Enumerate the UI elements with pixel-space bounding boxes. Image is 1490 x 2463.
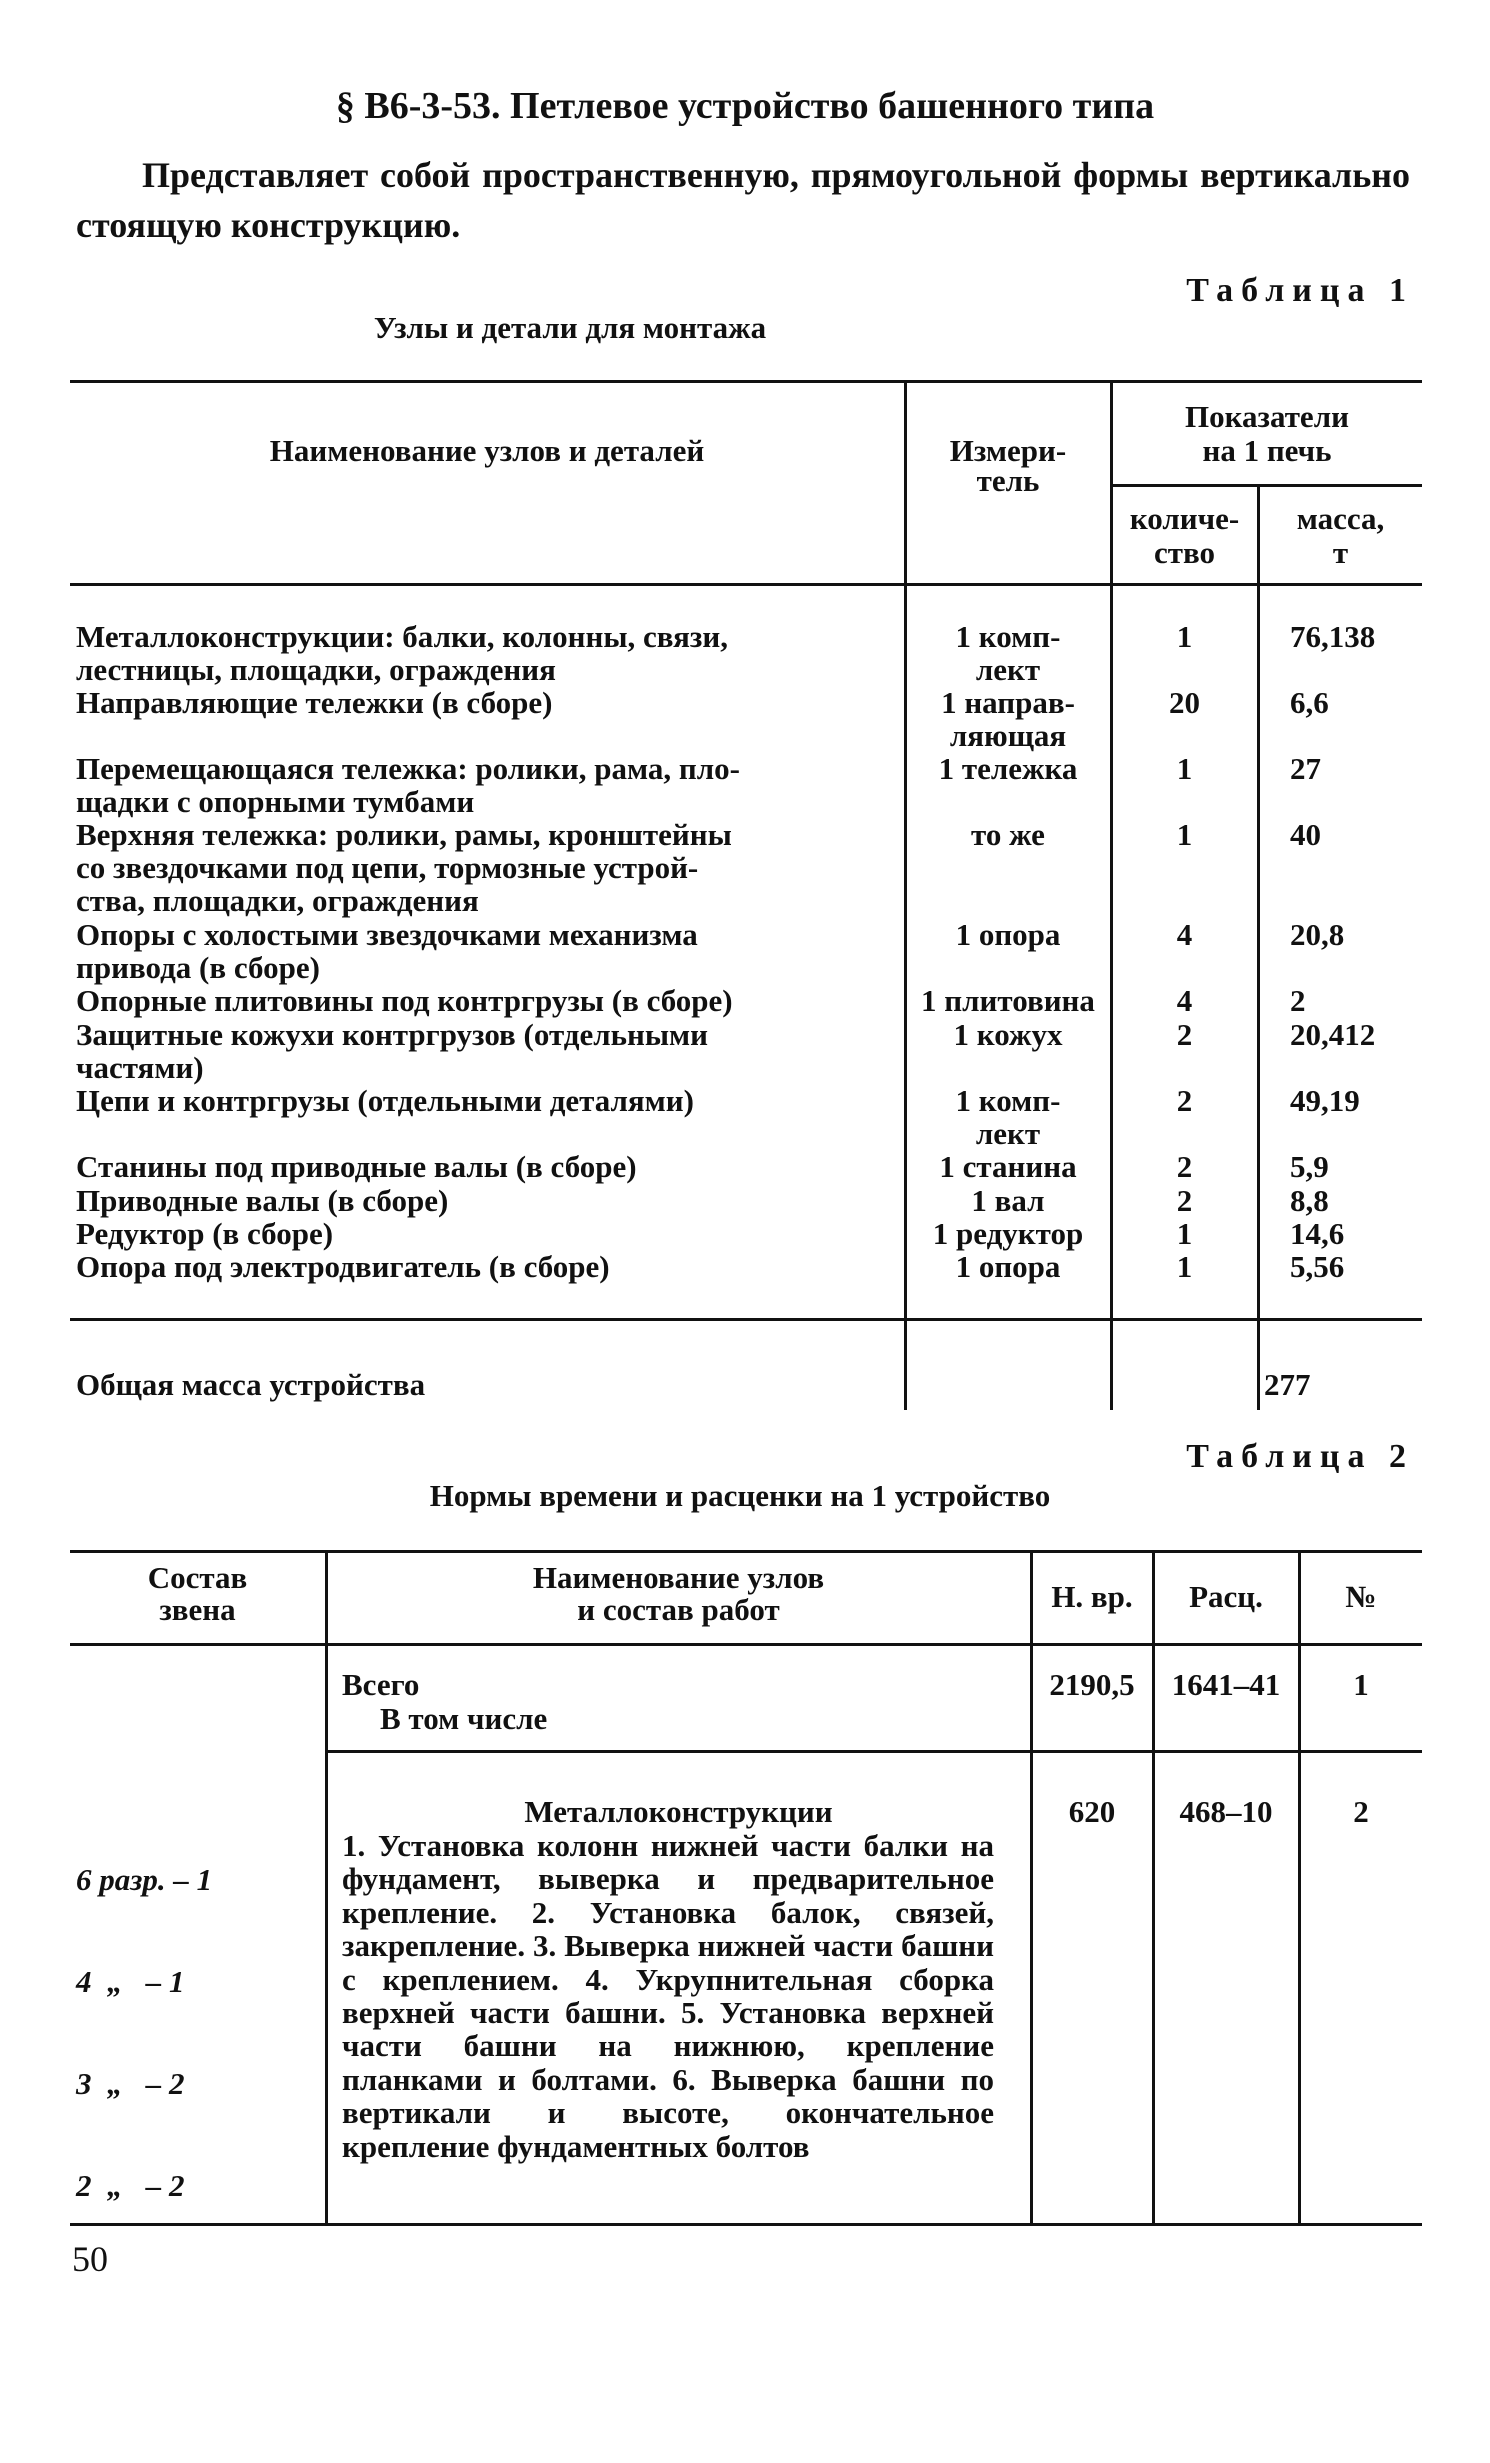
- table1-row-name: Станины под приводные валы (в сборе): [76, 1149, 637, 1184]
- table1-header-rule: [1112, 484, 1422, 487]
- table2-row1-num: 1: [1353, 1667, 1369, 1702]
- table1-header-mass: масса, т: [1296, 501, 1385, 570]
- table2-row2-price: 468–10: [1179, 1794, 1273, 1829]
- table2-header-num: №: [1345, 1579, 1377, 1614]
- table1-row-mass: 40: [1290, 817, 1321, 852]
- table1-row-unit: 1 редуктор: [932, 1216, 1084, 1251]
- table2-row2-heading: Металлоконструкции: [524, 1794, 833, 1829]
- table1-row-name: Верхняя тележка: ролики, рамы, кронштейны со звездочками под цепи, тормозные устрой- ства, площадки, ограждения: [76, 817, 732, 918]
- table1-vrule-3: [1257, 484, 1260, 1410]
- table1-row-mass: 76,138: [1290, 619, 1376, 654]
- table1-row-mass: 20,8: [1290, 917, 1345, 952]
- table1-total-rule: [70, 1318, 1422, 1321]
- table1-row-mass: 8,8: [1290, 1183, 1329, 1218]
- table1-row-unit: то же: [971, 817, 1045, 852]
- table1-row-mass: 5,9: [1290, 1149, 1329, 1184]
- table1-row-name: Перемещающаяся тележка: ролики, рама, пло- щадки с опорными тумбами: [76, 751, 740, 819]
- table1-row-mass: 14,6: [1290, 1216, 1345, 1251]
- table2-row-rule: [325, 1750, 1422, 1753]
- table1-row-qty: 2: [1176, 1017, 1193, 1052]
- table2-row2-num: 2: [1353, 1794, 1369, 1829]
- table1-row-unit: 1 опора: [955, 917, 1061, 952]
- table1-row-name: Направляющие тележки (в сборе): [76, 685, 553, 720]
- intro-paragraph: [76, 150, 1410, 250]
- table1-row-unit: 1 комп- лект: [955, 1083, 1061, 1151]
- table1-row-name: Опоры с холостыми звездочками механизма привода (в сборе): [76, 917, 698, 985]
- table1-row-qty: 1: [1176, 817, 1193, 852]
- table1-row-mass: 49,19: [1290, 1083, 1360, 1118]
- table1-row-unit: 1 направ- ляющая: [941, 685, 1075, 753]
- table1-row-unit: 1 станина: [939, 1149, 1077, 1184]
- table1-top-rule: [70, 380, 1422, 383]
- table2-vrule-1: [325, 1550, 328, 2223]
- table2-row1-name1: Всего: [342, 1667, 420, 1702]
- table1-row-qty: 4: [1176, 983, 1193, 1018]
- table1-row-qty: 1: [1176, 1249, 1193, 1284]
- table2-bottom-rule: [70, 2223, 1422, 2226]
- table1-row-qty: 20: [1169, 685, 1200, 720]
- table2-row2-time: 620: [1068, 1794, 1116, 1829]
- table2-row1-time: 2190,5: [1049, 1667, 1135, 1702]
- section-title: § В6-3-53. Петлевое устройство башенного типа: [335, 85, 1155, 127]
- table1-row-mass: 5,56: [1290, 1249, 1345, 1284]
- table1-row-mass: 6,6: [1290, 685, 1329, 720]
- table1-row-name: Опорные плитовины под контргрузы (в сборе): [76, 983, 733, 1018]
- table1-row-name: Защитные кожухи контргрузов (отдельными частями): [76, 1017, 709, 1085]
- table1-row-unit: 1 опора: [955, 1249, 1061, 1284]
- crew-line: 4 „ – 1: [76, 1964, 185, 1999]
- table1-row-unit: 1 плитовина: [921, 983, 1095, 1018]
- table1-row-name: Опора под электродвигатель (в сборе): [76, 1249, 610, 1284]
- table1-header-indicators: Показатели на 1 печь: [1185, 399, 1349, 468]
- table2-vrule-2: [1030, 1550, 1033, 2223]
- table1-header-quantity: количе- ство: [1129, 501, 1240, 570]
- table2-label: Таблица 2: [1186, 1438, 1414, 1475]
- table2-row2-crew: [76, 1795, 212, 2271]
- table2-row1-price: 1641–41: [1171, 1667, 1281, 1702]
- table1-row-mass: 27: [1290, 751, 1321, 786]
- table1-row-mass: 2: [1290, 983, 1306, 1018]
- table1-header-bottom-rule: [70, 583, 1422, 586]
- table1-header-unit: Измери- тель: [949, 433, 1067, 498]
- table1-row-name: Редуктор (в сборе): [76, 1216, 334, 1251]
- table2-caption: Нормы времени и расценки на 1 устройство: [429, 1478, 1051, 1513]
- crew-line: 3 „ – 2: [76, 2066, 185, 2101]
- table2-header-price: Расц.: [1189, 1579, 1263, 1614]
- crew-line: 6 разр. – 1: [76, 1862, 213, 1897]
- table1-header-name: Наименование узлов и деталей: [269, 433, 705, 468]
- table2-header-crew: Состав звена: [147, 1560, 248, 1627]
- table2-vrule-4: [1298, 1550, 1301, 2223]
- table1-label: Таблица 1: [1186, 272, 1414, 309]
- table1-row-name: Цепи и контргрузы (отдельными деталями): [76, 1083, 694, 1118]
- table1-row-unit: 1 вал: [971, 1183, 1045, 1218]
- table2-row1-name2: В том числе: [380, 1701, 548, 1736]
- table1-row-qty: 2: [1176, 1083, 1193, 1118]
- table2-header-name: Наименование узлов и состав работ: [532, 1560, 825, 1627]
- intro-text: Представляет собой пространственную, прямоугольной формы вертикально стоящую конструкцию.: [76, 155, 1410, 245]
- table2-header-rule: [70, 1643, 1422, 1646]
- table1-row-name: Металлоконструкции: балки, колонны, связи, лестницы, площадки, ограждения: [76, 619, 728, 687]
- table1-total-mass: 277: [1264, 1367, 1311, 1402]
- table1-row-qty: 1: [1176, 751, 1193, 786]
- table2-header-time: Н. вр.: [1051, 1579, 1133, 1614]
- table1-row-qty: 2: [1176, 1183, 1193, 1218]
- table2-row2-text: 1. Установка колонн нижней части балки на фундамент, выверка и предварительное крепление. 2. Установка балок, связей, закрепление. 3. Выверка нижней части башни с креплением. 4. Укрупнительная сборка верхней части башни. 5. Установка верхней части башни на нижнюю, крепление планками и болтами. 6. Выверка башни по вертикали и высоте, окончательное крепление фундаментных болтов: [342, 1828, 994, 2164]
- table2-vrule-3: [1152, 1550, 1155, 2223]
- table1-row-mass: 20,412: [1290, 1017, 1376, 1052]
- table1-row-unit: 1 кожух: [953, 1017, 1063, 1052]
- page-number: 50: [72, 2239, 108, 2279]
- table1-row-qty: 4: [1176, 917, 1193, 952]
- crew-line: 2 „ – 2: [76, 2168, 185, 2203]
- table1-row-unit: 1 комп- лект: [955, 619, 1061, 687]
- table1-total-label: Общая масса устройства: [76, 1367, 426, 1402]
- table2-top-rule: [70, 1550, 1422, 1553]
- table1-row-unit: 1 тележка: [938, 751, 1078, 786]
- table1-caption: Узлы и детали для монтажа: [373, 310, 767, 345]
- table1-row-qty: 2: [1176, 1149, 1193, 1184]
- table1-row-qty: 1: [1176, 1216, 1193, 1251]
- table1-row-name: Приводные валы (в сборе): [76, 1183, 449, 1218]
- table1-row-qty: 1: [1176, 619, 1193, 654]
